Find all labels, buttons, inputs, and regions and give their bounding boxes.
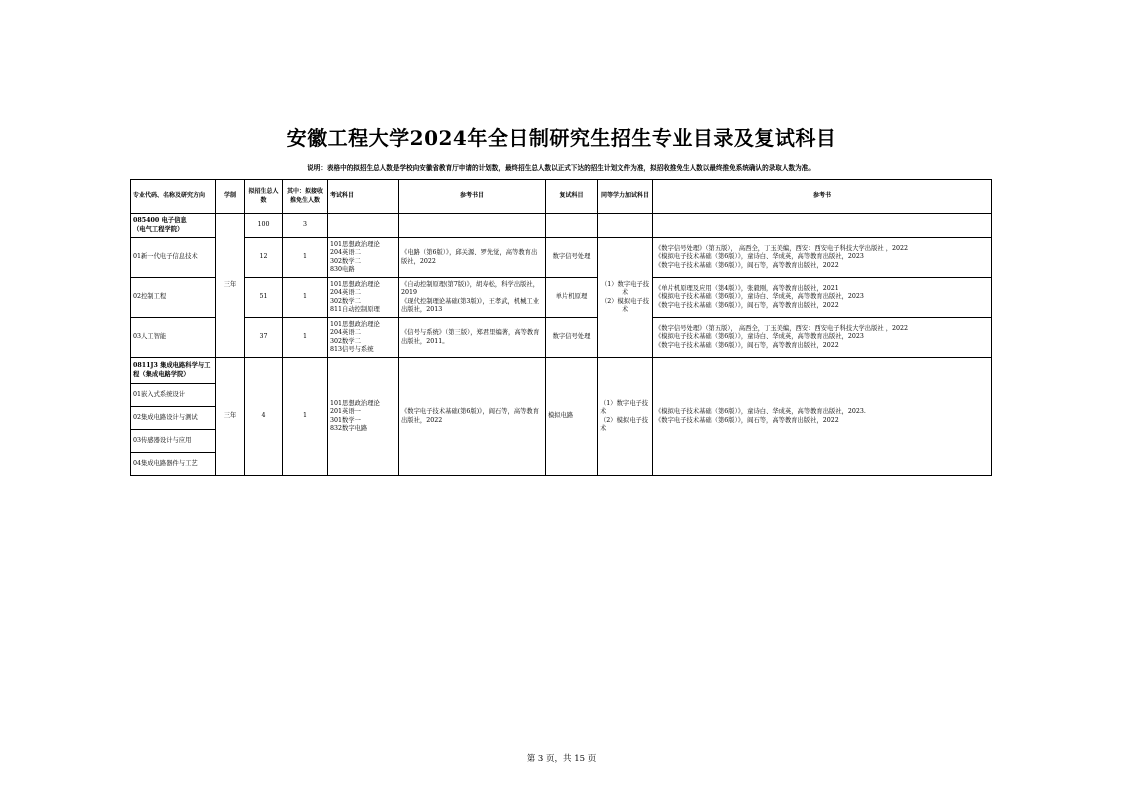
exam-subject: 302数学二 [330, 257, 361, 265]
ref-cell [653, 278, 992, 318]
header-books: 参考书目 [399, 180, 546, 214]
exam-subject: 201英语一 [330, 408, 361, 415]
exempt-cell: 3 [283, 214, 328, 238]
direction-cell: 03人工智能 [131, 318, 216, 358]
exam-subject: 101思想政治理论 [330, 320, 380, 328]
ref-item: 《模拟电子技术基础（第6版）》，童诗白、华成英，高等教育出版社，2023 [655, 293, 864, 301]
group-name: 0811J3 集成电路科学与工程（集成电路学院） [131, 358, 216, 384]
exam-subject: 101思想政治理论 [330, 280, 380, 288]
direction-cell: 01嵌入式系统设计 [131, 384, 216, 407]
ref-item: 《数字电子技术基础（第6版）》，阎石等，高等教育出版社，2022 [655, 341, 839, 349]
header-row [131, 180, 992, 214]
direction-cell: 02控制工程 [131, 278, 216, 318]
header-ref: 参考书 [653, 180, 992, 214]
exam-cell [328, 318, 399, 358]
exempt-cell: 1 [283, 238, 328, 278]
exam-subject: 101思想政治理论 [330, 240, 380, 248]
exam-cell [328, 238, 399, 278]
ref-item: 《模拟电子技术基础（第6版）》，童诗白、华成英，高等教育出版社，2023. [655, 408, 866, 415]
page-footer: 第 3 页，共 15 页 [526, 754, 597, 764]
header-major: 专业代码、名称及研究方向 [131, 180, 216, 214]
ref-item: 《数字电子技术基础（第6版）》，阎石等，高等教育出版社，2022 [655, 261, 839, 269]
ref-item: 《模拟电子技术基础（第6版）》，童诗白、华成英，高等教育出版社，2023 [655, 333, 864, 341]
group-row [131, 214, 992, 238]
exam-subject: 302数学二 [330, 337, 361, 345]
books-cell: 《电路（第6版）》，邱关源、罗先觉，高等教育出版社，2022 [399, 238, 546, 278]
total-cell: 12 [245, 238, 283, 278]
equiv-cell: （1）数字电子技术 （2）模拟电子技术 [598, 358, 653, 476]
books-cell: 《自动控制原理(第7版)》，胡寿松，科学出版社，2019 《现代控制理论基础(第3版)》，王孝武，机械工业出版社，2013 [399, 278, 546, 318]
exam-subject: 811自动控制原理 [330, 306, 380, 313]
header-total: 拟招生总人数 [245, 180, 283, 214]
direction-cell: 03传感器设计与应用 [131, 430, 216, 453]
ref-item: 《模拟电子技术基础（第6版）》，童诗白、华成英，高等教育出版社，2023 [655, 253, 864, 261]
retest-cell: 数字信号处理 [546, 238, 598, 278]
ref-cell [653, 238, 992, 278]
exempt-cell: 1 [283, 278, 328, 318]
total-cell: 100 [245, 214, 283, 238]
header-exempt: 其中：拟接收推免生人数 [283, 180, 328, 214]
table-row [131, 278, 992, 318]
direction-cell: 02集成电路设计与测试 [131, 407, 216, 430]
exam-subject: 301数学一 [330, 416, 361, 424]
duration-cell: 三年 [216, 358, 245, 476]
exam-cell [328, 358, 399, 476]
exam-subject: 830电路 [330, 266, 355, 273]
header-duration: 学制 [216, 180, 245, 214]
exam-subject: 302数学二 [330, 297, 361, 305]
ref-item: 《数字电子技术基础（第6版）》，阎石等，高等教育出版社，2022 [655, 301, 839, 309]
total-cell: 51 [245, 278, 283, 318]
books-cell: 《数字电子技术基础(第6版)》，阎石等，高等教育出版社，2022 [399, 358, 546, 476]
exam-subject: 101思想政治理论 [330, 399, 380, 407]
empty-cell [546, 214, 598, 238]
exempt-cell: 1 [283, 318, 328, 358]
direction-cell: 01新一代电子信息技术 [131, 238, 216, 278]
ref-item: 《单片机原理及应用（第4版）》，张毅刚，高等教育出版社，2021 [655, 284, 839, 292]
table-row [131, 318, 992, 358]
catalog-table [130, 179, 992, 476]
exam-subject: 204英语二 [330, 329, 361, 336]
retest-cell: 单片机原理 [546, 278, 598, 318]
exam-subject: 204英语二 [330, 249, 361, 256]
empty-cell [598, 214, 653, 238]
ref-item: 《数字电子技术基础（第6版）》，阎石等，高等教育出版社，2022 [655, 416, 839, 424]
retest-cell: 模拟电路 [546, 358, 598, 476]
page-title: 安徽工程大学2024年全日制研究生招生专业目录及复试科目 [286, 126, 837, 150]
exam-subject: 832数字电路 [330, 425, 368, 432]
duration-cell: 三年 [216, 214, 245, 358]
direction-cell: 04集成电路器件与工艺 [131, 453, 216, 476]
ref-cell [653, 318, 992, 358]
ref-cell [653, 358, 992, 476]
note: 说明：表格中的拟招生总人数是学校向安徽省教育厅申请的计划数，最终招生总人数以正式下达的招生计划文件为准，拟招收推免生人数以最终推免系统确认的录取人数为准。 [307, 164, 815, 172]
empty-cell [653, 214, 992, 238]
ref-item: 《数字信号处理》（第五版）， 高西全，丁玉美编，西安：西安电子科技大学出版社 ，2022 [655, 244, 909, 252]
header-retest: 复试科目 [546, 180, 598, 214]
header-equiv: 同等学力加试科目 [598, 180, 653, 214]
empty-cell [328, 214, 399, 238]
equiv-cell: （1）数字电子技术 （2）模拟电子技术 [598, 238, 653, 358]
ref-item: 《数字信号处理》（第五版）， 高西全，丁玉美编，西安：西安电子科技大学出版社 ，2022 [655, 324, 909, 332]
total-cell: 37 [245, 318, 283, 358]
books-cell: 《信号与系统》（第三版），郑君里编著，高等教育出版社，2011。 [399, 318, 546, 358]
total-cell: 4 [245, 358, 283, 476]
retest-cell: 数字信号处理 [546, 318, 598, 358]
exam-subject: 204英语二 [330, 289, 361, 296]
group-name: 085400 电子信息 （电气工程学院） [131, 214, 216, 238]
header-exam: 考试科目 [328, 180, 399, 214]
empty-cell [399, 214, 546, 238]
exempt-cell: 1 [283, 358, 328, 476]
table-row [131, 238, 992, 278]
exam-subject: 813信号与系统 [330, 346, 374, 353]
group-row [131, 358, 992, 384]
exam-cell [328, 278, 399, 318]
